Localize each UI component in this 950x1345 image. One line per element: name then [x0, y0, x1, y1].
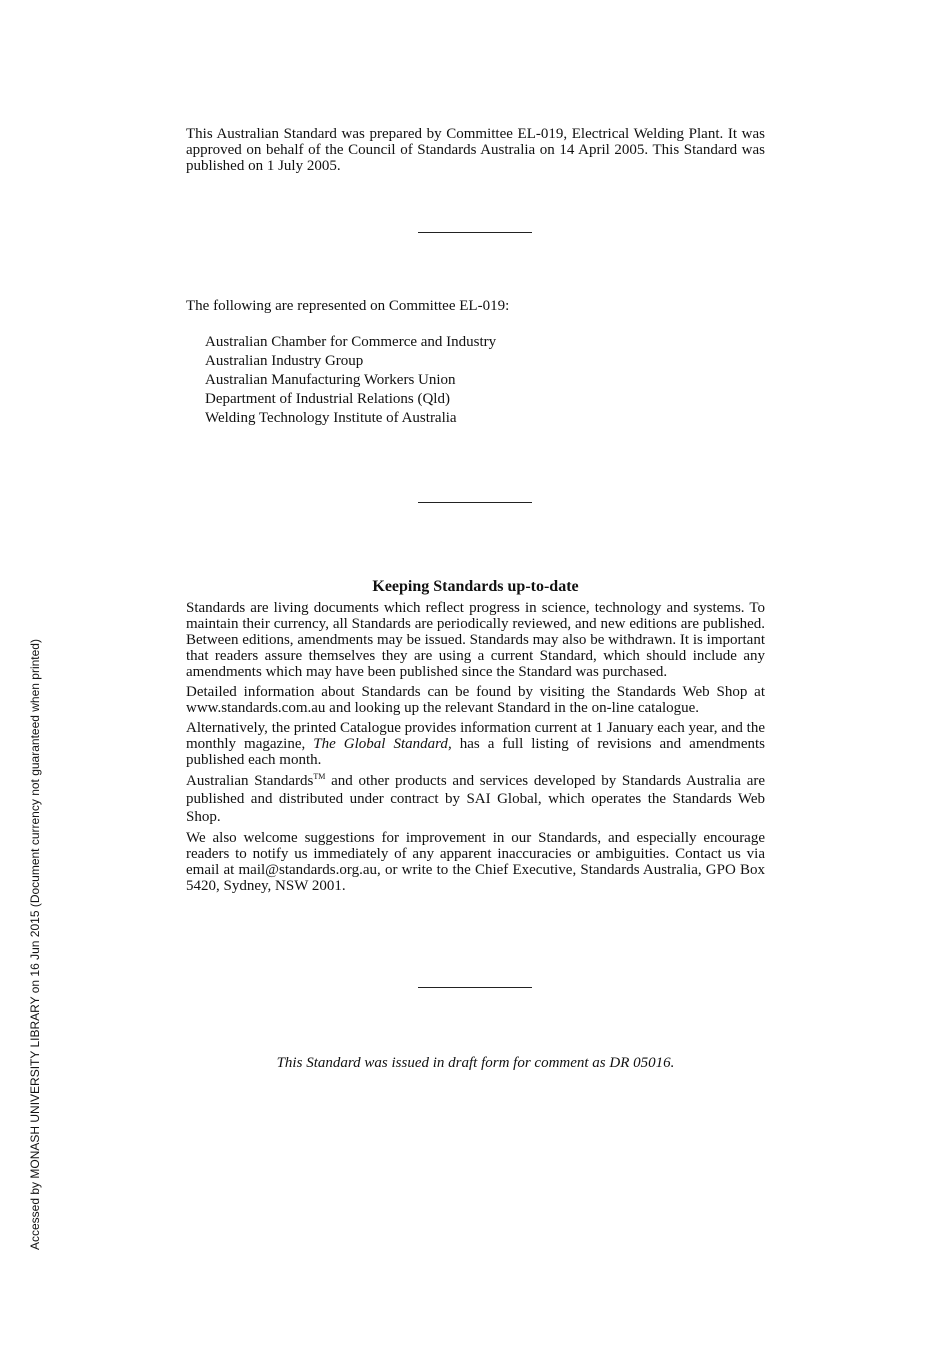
paragraph	[186, 720, 765, 768]
section-title: Keeping Standards up-to-date	[372, 578, 579, 595]
paragraph	[186, 772, 765, 826]
divider-rule	[418, 502, 532, 503]
draft-note: This Standard was issued in draft form for comment as DR 05016.	[276, 1055, 675, 1071]
committee-member-list	[205, 333, 496, 428]
trademark-mark: TM	[313, 772, 326, 781]
committee-heading: The following are represented on Committee EL-019:	[186, 298, 510, 314]
paragraph-text: Alternatively, the printed Catalogue provides information current at 1 January each year, and the monthly magazine,	[186, 720, 765, 752]
paragraph: Detailed information about Standards can be found by visiting the Standards Web Shop at www.standards.com.au and looking up the relevant Standard in the on-line catalogue.	[186, 684, 765, 716]
publication-title: The Global Standard	[313, 736, 448, 752]
paragraph-text: , has a full listing of revisions and amendments published each month.	[186, 736, 765, 768]
paragraph-text: Australian Standards	[186, 773, 314, 789]
committee-member: Australian Industry Group	[205, 353, 364, 369]
keeping-up-to-date-body	[186, 600, 765, 898]
committee-member: Department of Industrial Relations (Qld)	[205, 391, 450, 407]
divider-rule	[418, 987, 532, 988]
divider-rule	[418, 232, 532, 233]
paragraph: We also welcome suggestions for improvement in our Standards, and especially encourage readers to notify us immediately of any apparent inaccuracies or ambiguities. Contact us via email at mail@standards.org.au, or write to the Chief Executive, Standards Australia, GPO Box 5420, Sydney, NSW 2001.	[186, 830, 765, 894]
paragraph-text: and other products and services developed by Standards Australia are published and distributed under contract by SAI Global, which operates the Standards Web Shop.	[186, 773, 766, 825]
paragraph: Standards are living documents which reflect progress in science, technology and systems. To maintain their currency, all Standards are periodically reviewed, and new editions are published. Between editions, amendments may be issued. Standards may also be withdrawn. It is important that readers assure themselves they are using a current Standard, which should include any amendments which may have been published since the Standard was purchased.	[186, 600, 765, 680]
approval-statement: This Australian Standard was prepared by Committee EL-019, Electrical Welding Plant. It was approved on behalf of the Council of Standards Australia on 14 April 2005. This Standard was published on 1 July 2005.	[186, 126, 765, 174]
access-watermark: Accessed by MONASH UNIVERSITY LIBRARY on 16 Jun 2015 (Document currency not guaranteed when printed)	[28, 639, 42, 1250]
committee-member: Welding Technology Institute of Australia	[205, 410, 457, 426]
committee-member: Australian Chamber for Commerce and Industry	[205, 334, 497, 350]
committee-member: Australian Manufacturing Workers Union	[205, 372, 456, 388]
